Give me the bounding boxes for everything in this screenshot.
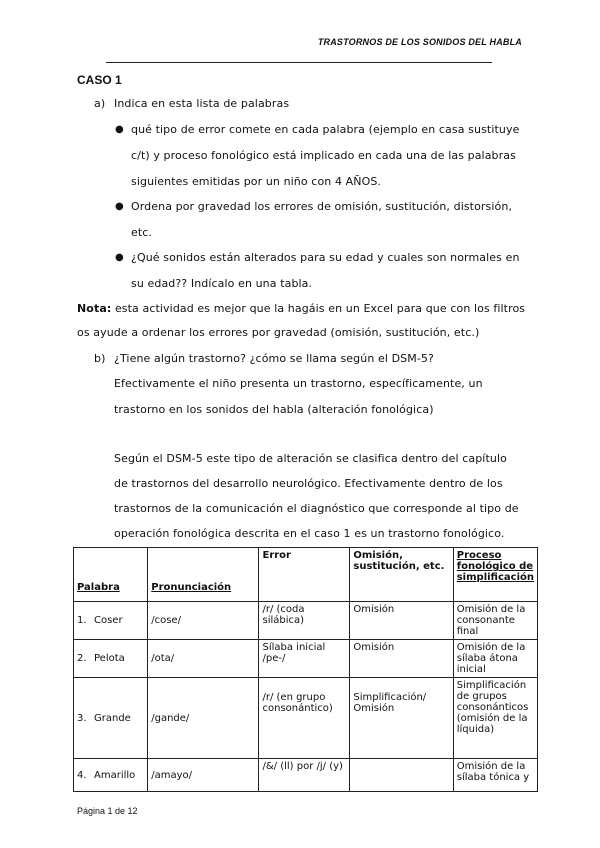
- table-row: [74, 640, 538, 678]
- cell-error: /r/ (coda silábica): [259, 602, 350, 640]
- item-b-label: b): [94, 352, 106, 365]
- header-proceso: Proceso fonológico de simplificación: [453, 548, 537, 602]
- note-label: Nota:: [77, 302, 112, 315]
- dsm-paragraph-4: operación fonológica descrita en el caso 1 es un trastorno fonológico.: [114, 527, 505, 540]
- bullet-3-line-2: su edad?? Indícalo en una tabla.: [131, 277, 313, 290]
- cell-palabra: 3. Grande: [74, 678, 148, 759]
- item-b-answer-2: trastorno en los sonidos del habla (alteración fonológica): [114, 403, 434, 416]
- cell-omision: Simplificación/ Omisión: [350, 678, 453, 759]
- item-b-question: ¿Tiene algún trastorno? ¿cómo se llama según el DSM-5?: [114, 352, 434, 365]
- table-row: [74, 678, 538, 759]
- errors-table: [73, 547, 538, 792]
- cell-proceso: Omisión de la consonante final: [453, 602, 537, 640]
- item-b-answer-1: Efectivamente el niño presenta un trastorno, específicamente, un: [114, 377, 483, 390]
- cell-pronunciacion: /ota/: [148, 640, 259, 678]
- note-line-2: os ayude a ordenar los errores por gravedad (omisión, sustitución, etc.): [77, 326, 480, 339]
- cell-palabra: 1. Coser: [74, 602, 148, 640]
- page-number: Página 1 de 12: [77, 806, 138, 816]
- bullet-marker: ●: [115, 124, 124, 135]
- cell-proceso: Omisión de la sílaba tónica y: [453, 759, 537, 792]
- cell-proceso: Simplificación de grupos consonánticos (omisión de la líquida): [453, 678, 537, 759]
- bullet-1-line-3: siguientes emitidas por un niño con 4 AÑOS.: [131, 175, 382, 188]
- page-header-title: TRASTORNOS DE LOS SONIDOS DEL HABLA: [317, 37, 522, 47]
- cell-omision: Omisión: [350, 640, 453, 678]
- header-pronunciacion: Pronunciación: [148, 548, 259, 602]
- item-a-label: a): [94, 97, 106, 110]
- cell-omision: [350, 759, 453, 792]
- case-title: CASO 1: [77, 73, 122, 87]
- cell-pronunciacion: /amayo/: [148, 759, 259, 792]
- cell-pronunciacion: /gande/: [148, 678, 259, 759]
- bullet-1-line-1: qué tipo de error comete en cada palabra (ejemplo en casa sustituye: [131, 123, 520, 136]
- header-divider: [106, 62, 492, 63]
- cell-palabra: 2. Pelota: [74, 640, 148, 678]
- bullet-marker: ●: [115, 201, 124, 212]
- header-error: Error: [259, 548, 350, 602]
- dsm-paragraph-2: de trastornos del desarrollo neurológico. Efectivamente dentro de los: [114, 477, 503, 490]
- header-omision: Omisión, sustitución, etc.: [350, 548, 453, 602]
- cell-palabra: 4. Amarillo: [74, 759, 148, 792]
- bullet-2-line-1: Ordena por gravedad los errores de omisión, sustitución, distorsión,: [131, 200, 513, 213]
- table-header-row: [74, 548, 538, 602]
- dsm-paragraph-3: trastornos de la comunicación el diagnóstico que corresponde al tipo de: [114, 502, 519, 515]
- bullet-marker: ●: [115, 252, 124, 263]
- cell-omision: Omisión: [350, 602, 453, 640]
- cell-error: /&/ (ll) por /j/ (y): [259, 759, 350, 792]
- table-row: [74, 759, 538, 792]
- note-line-1: [77, 302, 525, 315]
- cell-pronunciacion: /cose/: [148, 602, 259, 640]
- bullet-1-line-2: c/t) y proceso fonológico está implicado en cada una de las palabras: [131, 149, 516, 162]
- note-text-1: esta actividad es mejor que la hagáis en un Excel para que con los filtros: [111, 302, 526, 315]
- dsm-paragraph-1: Según el DSM-5 este tipo de alteración se clasifica dentro del capítulo: [114, 452, 507, 465]
- cell-error: Sílaba inicial /pe-/: [259, 640, 350, 678]
- bullet-3-line-1: ¿Qué sonidos están alterados para su edad y cuales son normales en: [131, 251, 520, 264]
- header-palabra: Palabra: [74, 548, 148, 602]
- cell-proceso: Omisión de la sílaba átona inicial: [453, 640, 537, 678]
- table-row: [74, 602, 538, 640]
- bullet-2-line-2: etc.: [131, 226, 153, 239]
- cell-error: /r/ (en grupo consonántico): [259, 678, 350, 759]
- item-a-text: Indica en esta lista de palabras: [114, 97, 290, 110]
